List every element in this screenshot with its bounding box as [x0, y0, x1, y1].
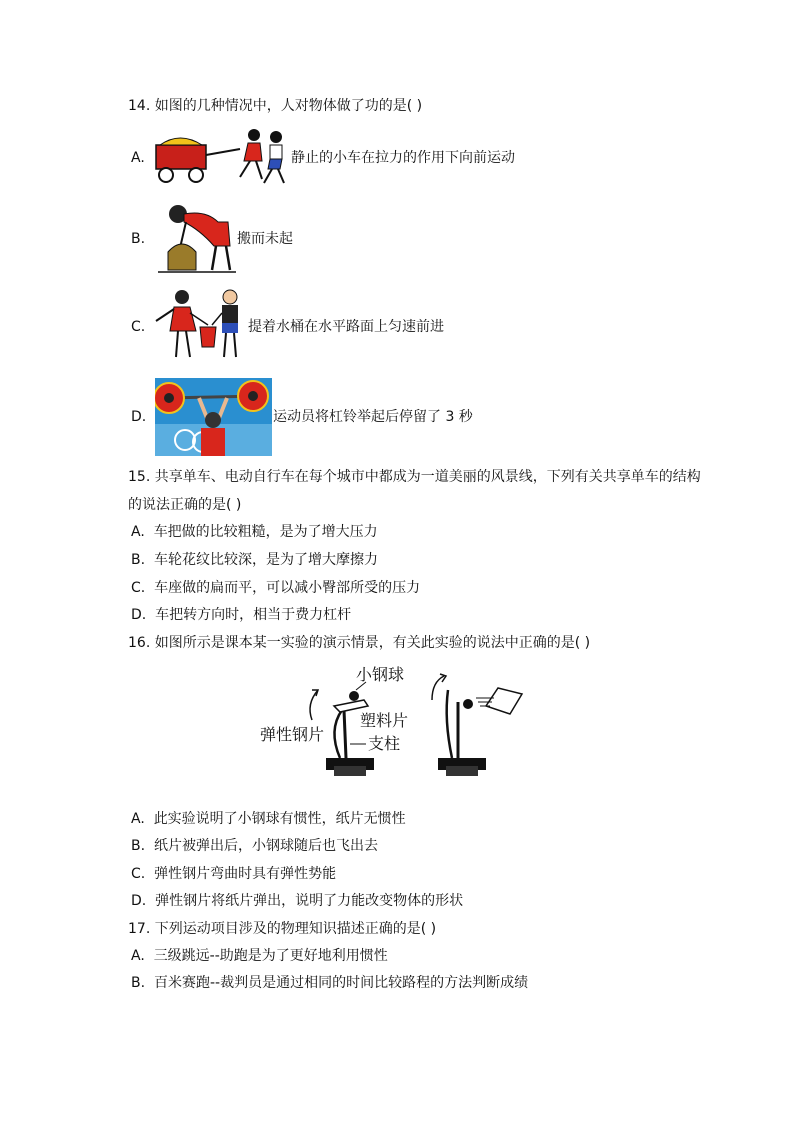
option-text: 三级跳远--助跑是为了更好地利用惯性 [153, 948, 388, 964]
option-letter: C. [131, 580, 146, 596]
weightlifter-photo [155, 378, 272, 456]
cart-pulling-illustration [152, 125, 292, 187]
q14-option-b-text: 搬而未起 [237, 231, 293, 247]
label-ball: 小钢球 [356, 665, 405, 684]
q17-option-a [131, 947, 388, 965]
option-text: 此实验说明了小钢球有惯性，纸片无惯性 [153, 811, 406, 827]
option-text: 车座做的扁而平，可以减小臀部所受的压力 [154, 580, 421, 596]
label-spring: 弹性钢片 [260, 725, 325, 744]
label-pillar: 支柱 [368, 734, 401, 753]
option-text: 弹性钢片弯曲时具有弹性势能 [154, 866, 337, 882]
option-letter: A. [131, 948, 145, 964]
q16-option-b [131, 837, 378, 855]
carrying-bucket-illustration [152, 287, 248, 363]
q14-option-c-text: 提着水桶在水平路面上匀速前进 [248, 319, 444, 335]
option-letter: D. [131, 607, 147, 623]
option-text: 纸片被弹出后，小钢球随后也飞出去 [153, 838, 378, 854]
option-text: 车把转方向时，相当于费力杠杆 [155, 607, 352, 623]
q16-option-c [131, 865, 336, 883]
q16-option-d [131, 892, 463, 910]
q16-option-a [131, 810, 406, 828]
q14-option-c-letter: C. [131, 319, 146, 335]
q15-stem-line1: 15. 共享单车、电动自行车在每个城市中都成为一道美丽的风景线，下列有关共享单车的结构 [128, 469, 701, 485]
q14-option-a-letter: A. [131, 150, 145, 166]
label-plastic: 塑料片 [360, 711, 409, 730]
q15-option-b [131, 551, 378, 569]
q15-option-c [131, 579, 420, 597]
option-text: 车把做的比较粗糙，是为了增大压力 [153, 524, 378, 540]
option-letter: C. [131, 866, 146, 882]
option-letter: B. [131, 975, 146, 991]
option-text: 百米赛跑--裁判员是通过相同的时间比较路程的方法判断成绩 [153, 975, 529, 991]
option-text: 弹性钢片将纸片弹出，说明了力能改变物体的形状 [155, 893, 464, 909]
q17-stem: 17. 下列运动项目涉及的物理知识描述正确的是( ) [128, 921, 437, 937]
q15-stem-line2: 的说法正确的是( ) [128, 497, 242, 513]
q14-option-d-letter: D. [131, 409, 147, 425]
q15-option-d [131, 606, 351, 624]
lifting-bag-illustration [156, 200, 236, 274]
inertia-experiment-figure [258, 660, 538, 784]
q15-option-a [131, 523, 378, 541]
option-letter: B. [131, 552, 146, 568]
q14-option-b-letter: B. [131, 231, 146, 247]
q16-stem: 16. 如图所示是课本某一实验的演示情景，有关此实验的说法中正确的是( ) [128, 635, 591, 651]
option-letter: A. [131, 811, 145, 827]
option-letter: A. [131, 524, 145, 540]
q14-option-d-text: 运动员将杠铃举起后停留了 3 秒 [273, 409, 473, 425]
q14-stem: 14. 如图的几种情况中，人对物体做了功的是( ) [128, 98, 423, 114]
q17-option-b [131, 974, 528, 992]
q14-option-a-text: 静止的小车在拉力的作用下向前运动 [291, 150, 515, 166]
option-letter: D. [131, 893, 147, 909]
option-text: 车轮花纹比较深，是为了增大摩擦力 [153, 552, 378, 568]
option-letter: B. [131, 838, 146, 854]
